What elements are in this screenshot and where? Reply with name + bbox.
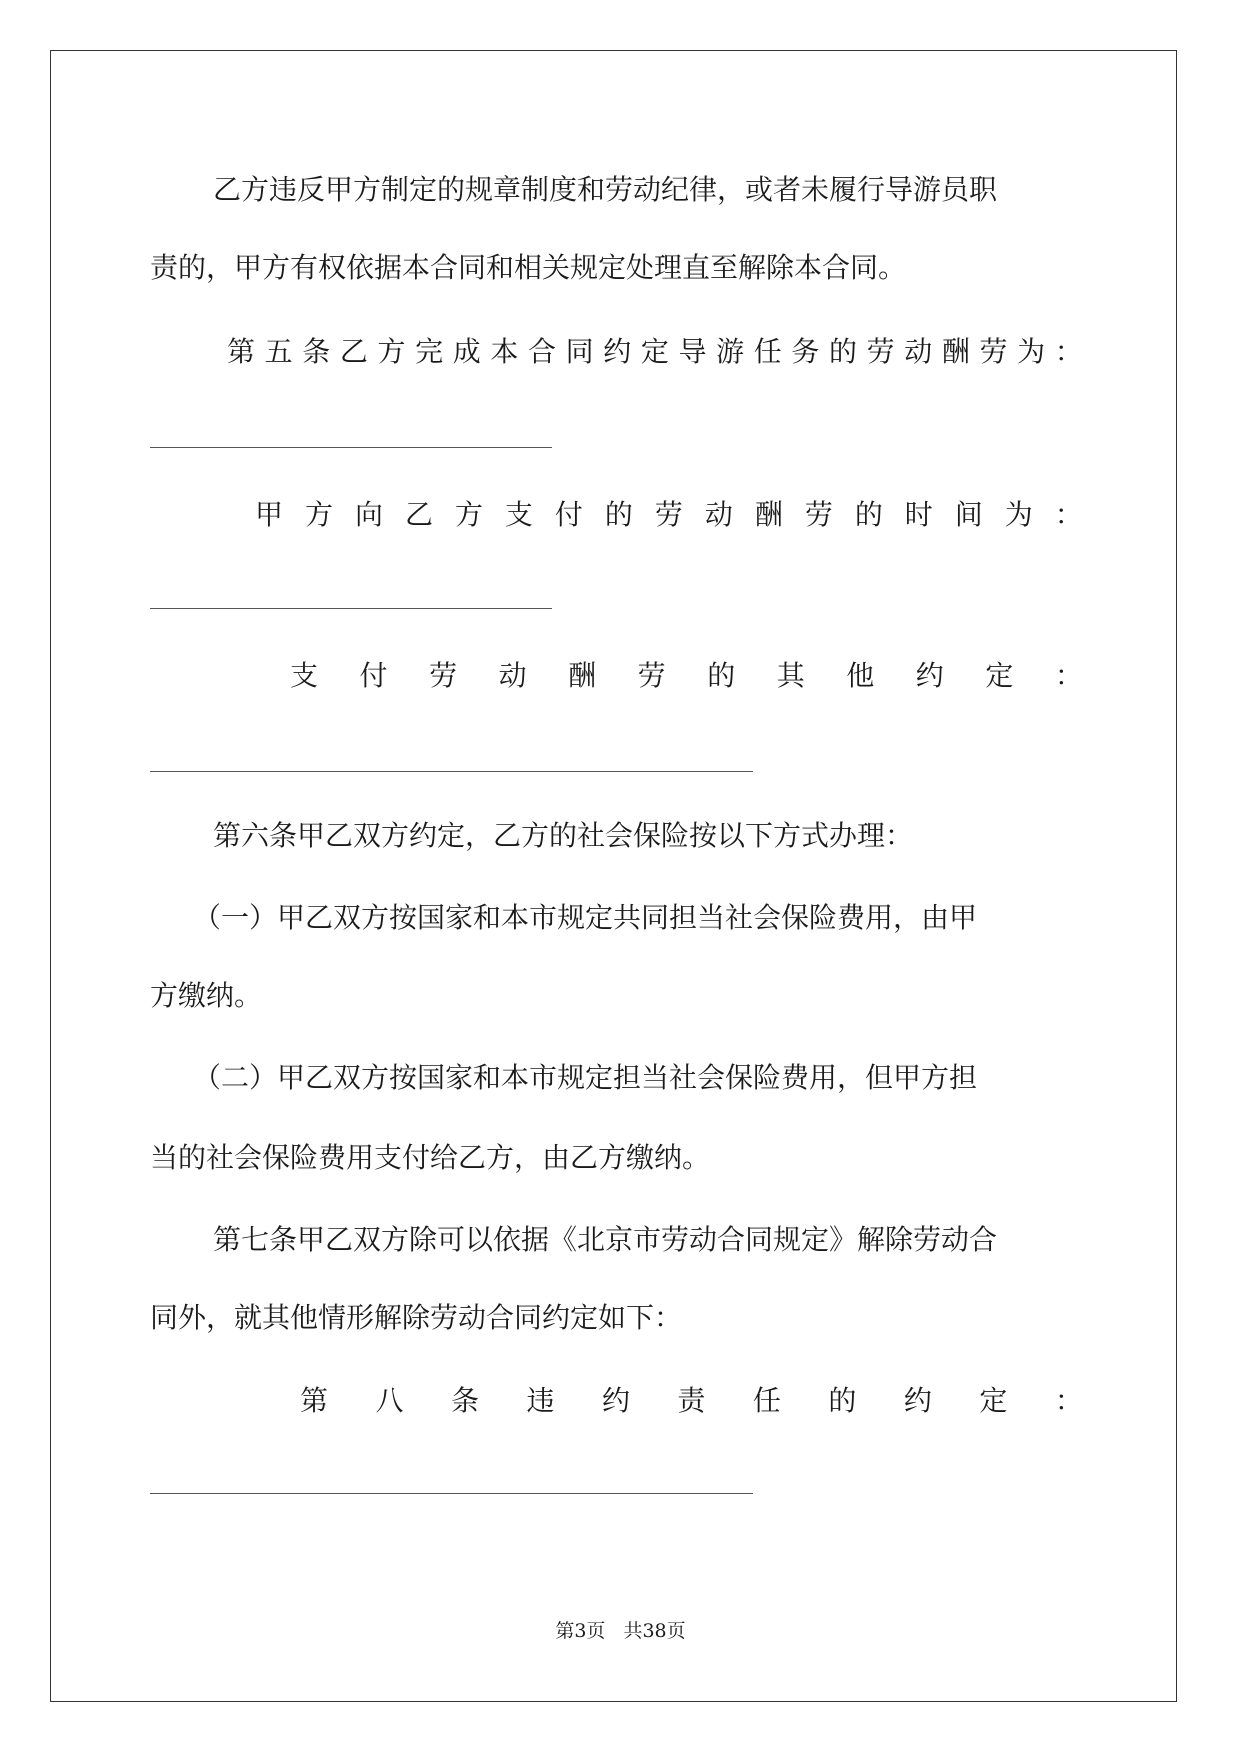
article-7-line: 第七条甲乙双方除可以依据《北京市劳动合同规定》解除劳动合: [213, 1223, 998, 1256]
option-1-line: （一）甲乙双方按国家和本市规定共同担当社会保险费用，由甲: [193, 901, 978, 934]
page-total: 共38页: [623, 1620, 686, 1642]
paragraph-line: 乙方违反甲方制定的规章制度和劳动纪律，或者未履行导游员职: [213, 173, 998, 206]
article-6: 第六条甲乙双方约定，乙方的社会保险按以下方式办理：: [213, 819, 914, 852]
blank-underline: [150, 447, 552, 448]
page-footer: [0, 1619, 1241, 1643]
pay-other-text: 支 付 劳 动 酬 劳 的 其 他 约 定 ：: [290, 659, 1083, 692]
page-number: 第3页: [555, 1620, 606, 1642]
option-1-line: 方缴纳。: [150, 979, 263, 1012]
page-frame: [50, 50, 1177, 1702]
option-2-line: 当的社会保险费用支付给乙方，由乙方缴纳。: [150, 1141, 711, 1174]
blank-underline: [150, 1493, 753, 1494]
option-2-line: （二）甲乙双方按国家和本市规定担当社会保险费用，但甲方担: [193, 1061, 978, 1094]
paragraph-line: 责的，甲方有权依据本合同和相关规定处理直至解除本合同。: [150, 251, 907, 284]
blank-underline: [150, 608, 552, 609]
pay-time-text: 甲 方 向 乙 方 支 付 的 劳 动 酬 劳 的 时 间 为 ：: [255, 498, 1083, 531]
article-7-line: 同外，就其他情形解除劳动合同约定如下：: [150, 1301, 683, 1334]
article-8-text: 第 八 条 违 约 责 任 的 约 定 ：: [300, 1384, 1083, 1417]
blank-underline: [150, 771, 753, 772]
article-5-text: 第 五 条 乙 方 完 成 本 合 同 约 定 导 游 任 务 的 劳 动 酬 劳 为 ：: [227, 335, 1083, 368]
